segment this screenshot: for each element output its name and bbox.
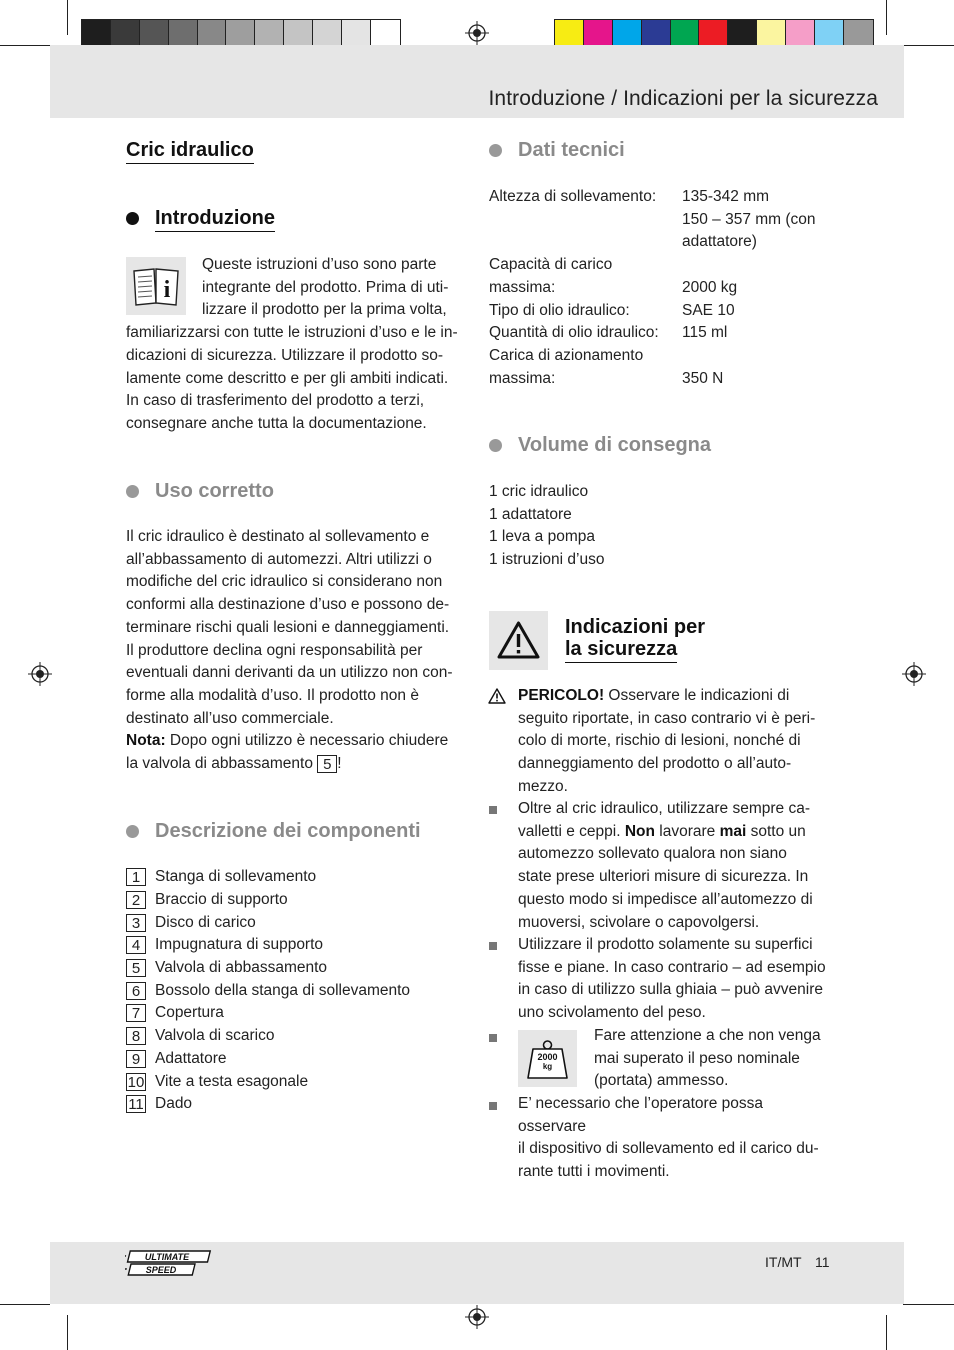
component-item (126, 889, 456, 912)
color-swatch (169, 20, 198, 46)
text-line: Fare attenzione a che non venga (594, 1027, 821, 1044)
text-line: (portata) ammesso. (594, 1072, 729, 1090)
note-text: Dopo ogni utilizzo è necessario chiudere (165, 732, 449, 750)
text-line: all’abbassamento di automezzi. Altri utilizzi o (126, 550, 432, 568)
color-swatch (255, 20, 284, 46)
component-item (126, 911, 456, 934)
note-line (126, 730, 471, 753)
component-item (126, 1002, 456, 1025)
text-line: Il produttore declina ogni responsabilità per (126, 641, 423, 659)
text-line: mai superato il peso nominale (594, 1049, 800, 1067)
component-item (126, 1093, 456, 1116)
weight-2000kg-icon (518, 1030, 577, 1087)
text-line: integrante del prodotto. Prima di uti- (202, 278, 449, 296)
component-item (126, 979, 456, 1002)
text-line: Queste istruzioni d’uso sono parte (202, 256, 437, 273)
spec-value: 150 – 357 mm (con (682, 210, 816, 228)
text-line: fisse e piane. In caso contrario – ad esempio (518, 958, 826, 976)
spec-label: Carica di azionamento (489, 346, 644, 364)
component-label: Disco di carico (155, 913, 256, 931)
spec-label (489, 209, 682, 232)
spec-label: massima: (489, 278, 556, 296)
language-code: IT/MT (765, 1254, 802, 1270)
spec-label: massima: (489, 369, 556, 387)
section-heading-sicurezza-1: Indicazioni per (565, 616, 706, 638)
color-swatch (555, 20, 584, 46)
color-swatch (111, 20, 140, 46)
note-text: ! (337, 755, 342, 773)
spec-label: Capacità di carico (489, 256, 613, 274)
color-swatch (642, 20, 671, 46)
volume-item: 1 cric idraulico (489, 483, 589, 500)
section-bullet (489, 439, 502, 452)
component-number: 4 (126, 936, 146, 954)
spec-row (489, 345, 829, 368)
text-line: state prese ulteriori misure di sicurezza. In (518, 868, 809, 886)
spec-label (489, 231, 682, 254)
process-color-bar (554, 19, 874, 47)
text-line: In caso di trasferimento del prodotto a terzi, (126, 392, 425, 410)
color-swatch (342, 20, 371, 46)
text-line: colo di morte, rischio di lesioni, nonché di (518, 732, 801, 750)
spec-value: 135-342 mm (682, 188, 770, 205)
color-swatch (699, 20, 728, 46)
component-number: 2 (126, 891, 146, 909)
spec-row (489, 186, 829, 209)
text-line: mezzo. (518, 777, 568, 795)
spec-row (489, 322, 829, 345)
spec-value: adattatore) (682, 233, 757, 251)
section-heading-sicurezza-2: la sicurezza (565, 638, 677, 663)
color-swatch (728, 20, 757, 46)
component-number: 5 (126, 959, 146, 977)
component-label: Valvola di scarico (155, 1027, 275, 1045)
spec-value: 115 ml (682, 324, 728, 342)
list-bullet (489, 806, 497, 814)
section-heading-componenti: Descrizione dei componenti (155, 820, 421, 842)
registration-mark-icon (465, 21, 489, 45)
volume-item: 1 istruzioni d’uso (489, 551, 605, 569)
grayscale-color-bar (81, 19, 401, 47)
component-label: Bossolo della stanga di sollevamento (155, 981, 411, 999)
text-line: destinato all’uso commerciale. (126, 709, 334, 727)
list-bullet (489, 1102, 497, 1110)
spec-row (489, 277, 829, 300)
component-label: Stanga di sollevamento (155, 868, 317, 886)
spec-value: 350 N (682, 369, 724, 387)
text-line: terminare rischi quali lesioni e danneggiamenti. (126, 618, 450, 636)
spec-row (489, 300, 829, 323)
text-line: il dispositivo di sollevamento ed il carico du- (518, 1140, 819, 1158)
product-title: Cric idraulico (126, 139, 254, 164)
text-line: Osservare le indicazioni di (604, 687, 790, 704)
color-swatch (613, 20, 642, 46)
text-line: eventuali danni derivanti da un utilizzo non con- (126, 664, 453, 682)
text-line: questo modo si impedisce all’automezzo di (518, 890, 813, 908)
ultimate-speed-logo (125, 1248, 215, 1278)
danger-paragraph (518, 685, 833, 799)
component-item (126, 1070, 456, 1093)
svg-text:2000: 2000 (537, 1052, 558, 1062)
component-number: 7 (126, 1004, 146, 1022)
text-line: dicazioni di sicurezza. Utilizzare il prodotto so- (126, 346, 444, 364)
safety-item-4 (518, 1093, 833, 1184)
color-swatch (844, 20, 873, 46)
component-ref-box: 5 (317, 755, 337, 773)
registration-mark-icon (465, 1305, 489, 1329)
text-line: modifiche del cric idraulico si considerano non (126, 573, 443, 591)
safety-item-1 (518, 798, 833, 934)
section-bullet (126, 212, 139, 225)
text-line: forme alla modalità d’uso. Il prodotto non è (126, 686, 419, 704)
component-number: 9 (126, 1050, 146, 1068)
component-label: Adattatore (155, 1049, 227, 1067)
text-line: rante tutti i movimenti. (518, 1163, 670, 1181)
component-item (126, 1048, 456, 1071)
note-line (126, 753, 471, 776)
color-swatch (284, 20, 313, 46)
color-swatch (226, 20, 255, 46)
volume-list (489, 481, 829, 572)
component-label: Vite a testa esagonale (155, 1072, 309, 1090)
section-heading-volume: Volume di consegna (518, 434, 711, 456)
component-label: Copertura (155, 1004, 224, 1022)
section-bullet (126, 485, 139, 498)
spec-table (489, 186, 829, 390)
text-line: E’ necessario che l’operatore possa osservare (518, 1095, 763, 1135)
spec-value: SAE 10 (682, 301, 735, 319)
color-swatch (786, 20, 815, 46)
registration-mark-icon (28, 662, 52, 686)
component-number: 1 (126, 868, 146, 886)
component-label: Braccio di supporto (155, 891, 288, 909)
section-heading-introduzione: Introduzione (155, 207, 275, 232)
danger-label: PERICOLO! (518, 687, 605, 704)
section-bullet (126, 825, 139, 838)
component-item (126, 934, 456, 957)
section-heading-uso-corretto: Uso corretto (155, 480, 274, 502)
component-number: 6 (126, 982, 146, 1000)
svg-text:kg: kg (542, 1062, 553, 1071)
text-line: conformi alla destinazione d’uso e possono de- (126, 596, 450, 614)
text-line: danneggiamento del prodotto o all’auto- (518, 755, 792, 773)
color-swatch (671, 20, 700, 46)
warning-triangle-icon (489, 611, 548, 670)
color-swatch (140, 20, 169, 46)
spec-value: 2000 kg (682, 278, 738, 296)
note-label: Nota: (126, 732, 166, 750)
components-list (126, 866, 456, 1116)
component-number: 11 (126, 1095, 146, 1113)
color-swatch (757, 20, 786, 46)
text-line: familiarizzarsi con tutte le istruzioni d’uso e le in- (126, 324, 458, 342)
component-item (126, 957, 456, 980)
spec-row (489, 209, 829, 232)
component-label: Dado (155, 1095, 193, 1113)
text-line: lamente come descritto e per gli ambiti indicati. (126, 369, 449, 387)
text-line: uno scivolamento del peso. (518, 1004, 706, 1022)
list-bullet (489, 1034, 497, 1042)
component-number: 8 (126, 1027, 146, 1045)
component-item (126, 1025, 456, 1048)
text-line: seguito riportate, in caso contrario vi è peri- (518, 709, 816, 727)
color-swatch (198, 20, 227, 46)
svg-text:i: i (163, 277, 171, 303)
intro-paragraph (126, 254, 466, 436)
text-line: valletti e ceppi. Non lavorare mai sotto un (518, 822, 806, 840)
safety-item-3 (594, 1025, 834, 1093)
volume-item: 1 leva a pompa (489, 528, 595, 546)
spec-label: Quantità di olio idraulico: (489, 324, 659, 342)
uso-paragraph (126, 526, 471, 776)
section-heading-dati-tecnici: Dati tecnici (518, 139, 625, 161)
safety-item-2 (518, 934, 833, 1025)
text-line: Oltre al cric idraulico, utilizzare sempre ca- (518, 800, 811, 817)
text-line: automezzo sollevato qualora non siano (518, 845, 787, 863)
registration-mark-icon (902, 662, 926, 686)
component-number: 3 (126, 914, 146, 932)
spec-value (682, 254, 829, 277)
list-bullet (489, 942, 497, 950)
small-warning-icon (488, 688, 506, 704)
spec-label: Tipo di olio idraulico: (489, 301, 630, 319)
spec-value (682, 345, 829, 368)
spec-row (489, 368, 829, 391)
spec-label: Altezza di sollevamento: (489, 188, 657, 205)
color-swatch (371, 20, 400, 46)
text-line: muoversi, scivolare o capovolgersi. (518, 913, 760, 931)
page-number: 11 (815, 1254, 830, 1270)
svg-text:ULTIMATE: ULTIMATE (144, 1252, 190, 1262)
color-swatch (584, 20, 613, 46)
spec-row (489, 254, 829, 277)
component-label: Valvola di abbassamento (155, 959, 328, 977)
text-line: Utilizzare il prodotto solamente su superfici (518, 936, 813, 953)
text-line: consegnare anche tutta la documentazione. (126, 414, 427, 432)
component-number: 10 (127, 1073, 145, 1091)
color-swatch (82, 20, 111, 46)
page-header-title: Introduzione / Indicazioni per la sicurezza (488, 87, 878, 110)
color-swatch (313, 20, 342, 46)
text-line: lizzare il prodotto per la prima volta, (202, 301, 447, 319)
text-line: in caso di utilizzo sulla ghiaia – può avvenire (518, 981, 824, 999)
component-label: Impugnatura di supporto (155, 936, 324, 954)
volume-item: 1 adattatore (489, 505, 572, 523)
color-swatch (815, 20, 844, 46)
note-text: la valvola di abbassamento (126, 755, 318, 773)
svg-text:SPEED: SPEED (145, 1265, 177, 1275)
component-item (126, 866, 456, 889)
section-bullet (489, 144, 502, 157)
text-line: Il cric idraulico è destinato al sollevamento e (126, 528, 430, 545)
spec-row (489, 231, 829, 254)
